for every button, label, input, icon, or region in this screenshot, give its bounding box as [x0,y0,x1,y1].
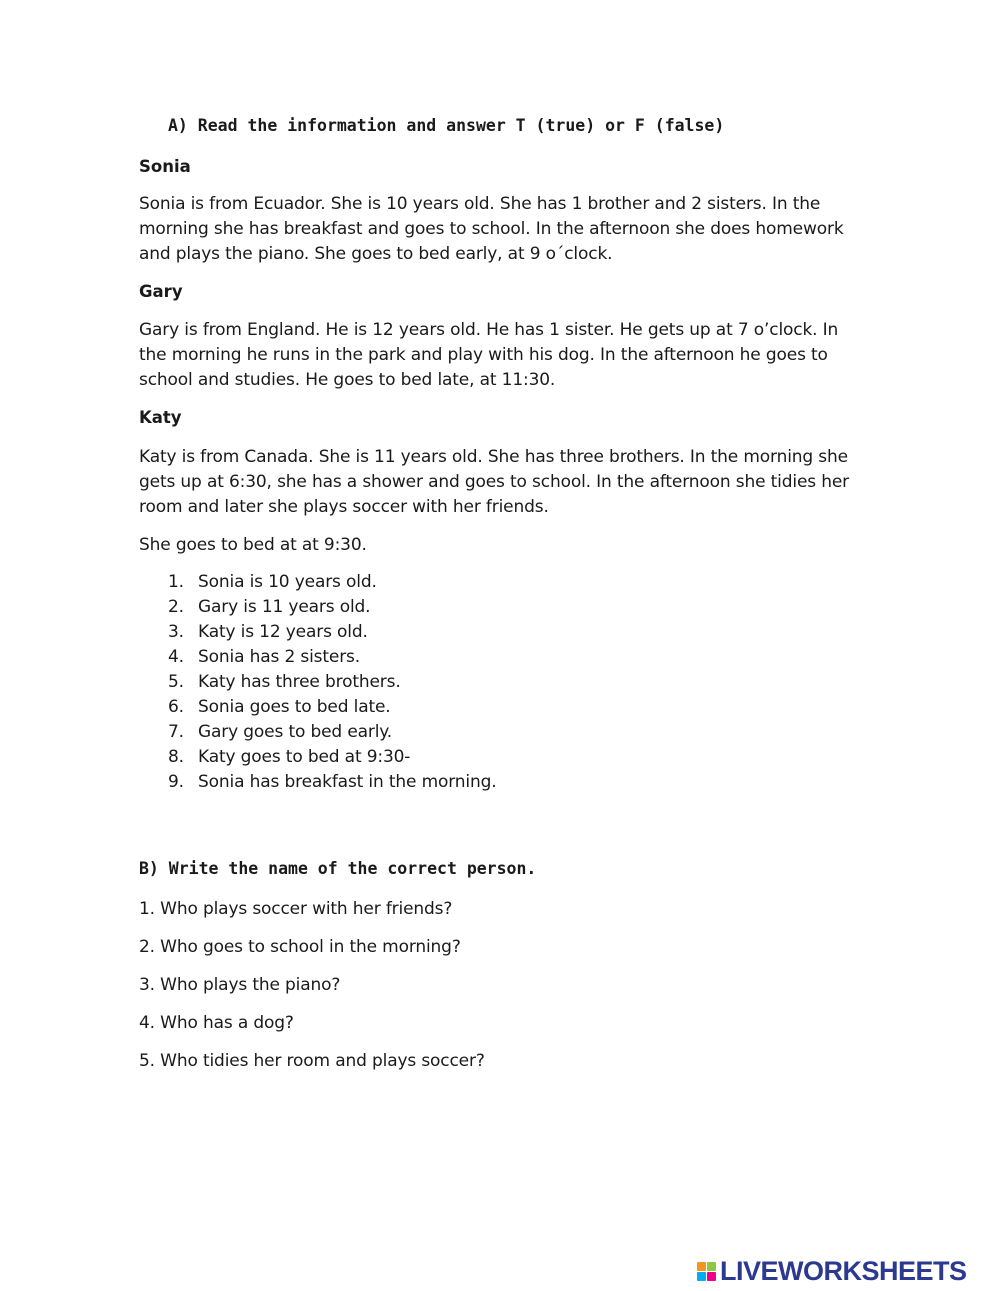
statement-number: 2. [168,597,184,617]
statement-text: Katy has three brothers. [198,672,401,692]
statement-text: Sonia goes to bed late. [198,697,391,717]
text-line: school and studies. He goes to bed late, at 11:30. [139,370,556,390]
question-item: 1. Who plays soccer with her friends? [139,899,453,919]
statement-number: 8. [168,747,184,767]
statement-item [168,620,497,645]
statement-item [168,570,497,595]
section-b-heading: B) Write the name of the correct person. [139,859,537,878]
profile-text-katy [139,445,869,520]
statement-number: 9. [168,772,184,792]
logo-square [697,1272,706,1281]
statement-number: 6. [168,697,184,717]
statement-text: Sonia has 2 sisters. [198,647,360,667]
statement-item [168,720,497,745]
text-line: and plays the piano. She goes to bed early, at 9 o´clock. [139,244,613,264]
statement-text: Katy goes to bed at 9:30- [198,747,411,767]
statement-text: Katy is 12 years old. [198,622,368,642]
text-line: Katy is from Canada. She is 11 years old. She has three brothers. In the morning she [139,447,848,467]
logo-square [707,1262,716,1271]
question-item: 5. Who tidies her room and plays soccer? [139,1051,485,1071]
statement-number: 4. [168,647,184,667]
statement-text: Gary is 11 years old. [198,597,371,617]
liveworksheets-logo [697,1258,967,1285]
section-a-heading: A) Read the information and answer T (true) or F (false) [168,116,725,135]
statement-item [168,770,497,795]
profile-extra-katy: She goes to bed at at 9:30. [139,535,367,555]
statement-number: 5. [168,672,184,692]
text-line: morning she has breakfast and goes to school. In the afternoon she does homework [139,219,844,239]
text-line: room and later she plays soccer with her friends. [139,497,549,517]
statement-number: 1. [168,572,184,592]
profile-text-gary [139,318,869,393]
profile-name-katy: Katy [139,408,182,427]
profile-name-sonia: Sonia [139,157,191,176]
text-line: Gary is from England. He is 12 years old. He has 1 sister. He gets up at 7 o’clock. In [139,320,839,340]
question-item: 3. Who plays the piano? [139,975,341,995]
question-item: 2. Who goes to school in the morning? [139,937,461,957]
text-line: Sonia is from Ecuador. She is 10 years old. She has 1 brother and 2 sisters. In the [139,194,821,214]
question-item: 4. Who has a dog? [139,1013,294,1033]
statement-text: Sonia has breakfast in the morning. [198,772,497,792]
statement-item [168,670,497,695]
profile-text-sonia [139,192,869,267]
statement-item [168,745,497,770]
logo-text: LIVEWORKSHEETS [720,1256,967,1286]
statement-item [168,645,497,670]
statement-text: Gary goes to bed early. [198,722,393,742]
statement-number: 7. [168,722,184,742]
logo-square [697,1262,706,1271]
text-line: gets up at 6:30, she has a shower and goes to school. In the afternoon she tidies her [139,472,850,492]
true-false-statements [168,570,497,795]
logo-square [707,1272,716,1281]
logo-mark-icon [697,1262,716,1281]
statement-text: Sonia is 10 years old. [198,572,377,592]
text-line: the morning he runs in the park and play with his dog. In the afternoon he goes to [139,345,828,365]
profile-name-gary: Gary [139,282,183,301]
statement-item [168,695,497,720]
statement-number: 3. [168,622,184,642]
statement-item [168,595,497,620]
